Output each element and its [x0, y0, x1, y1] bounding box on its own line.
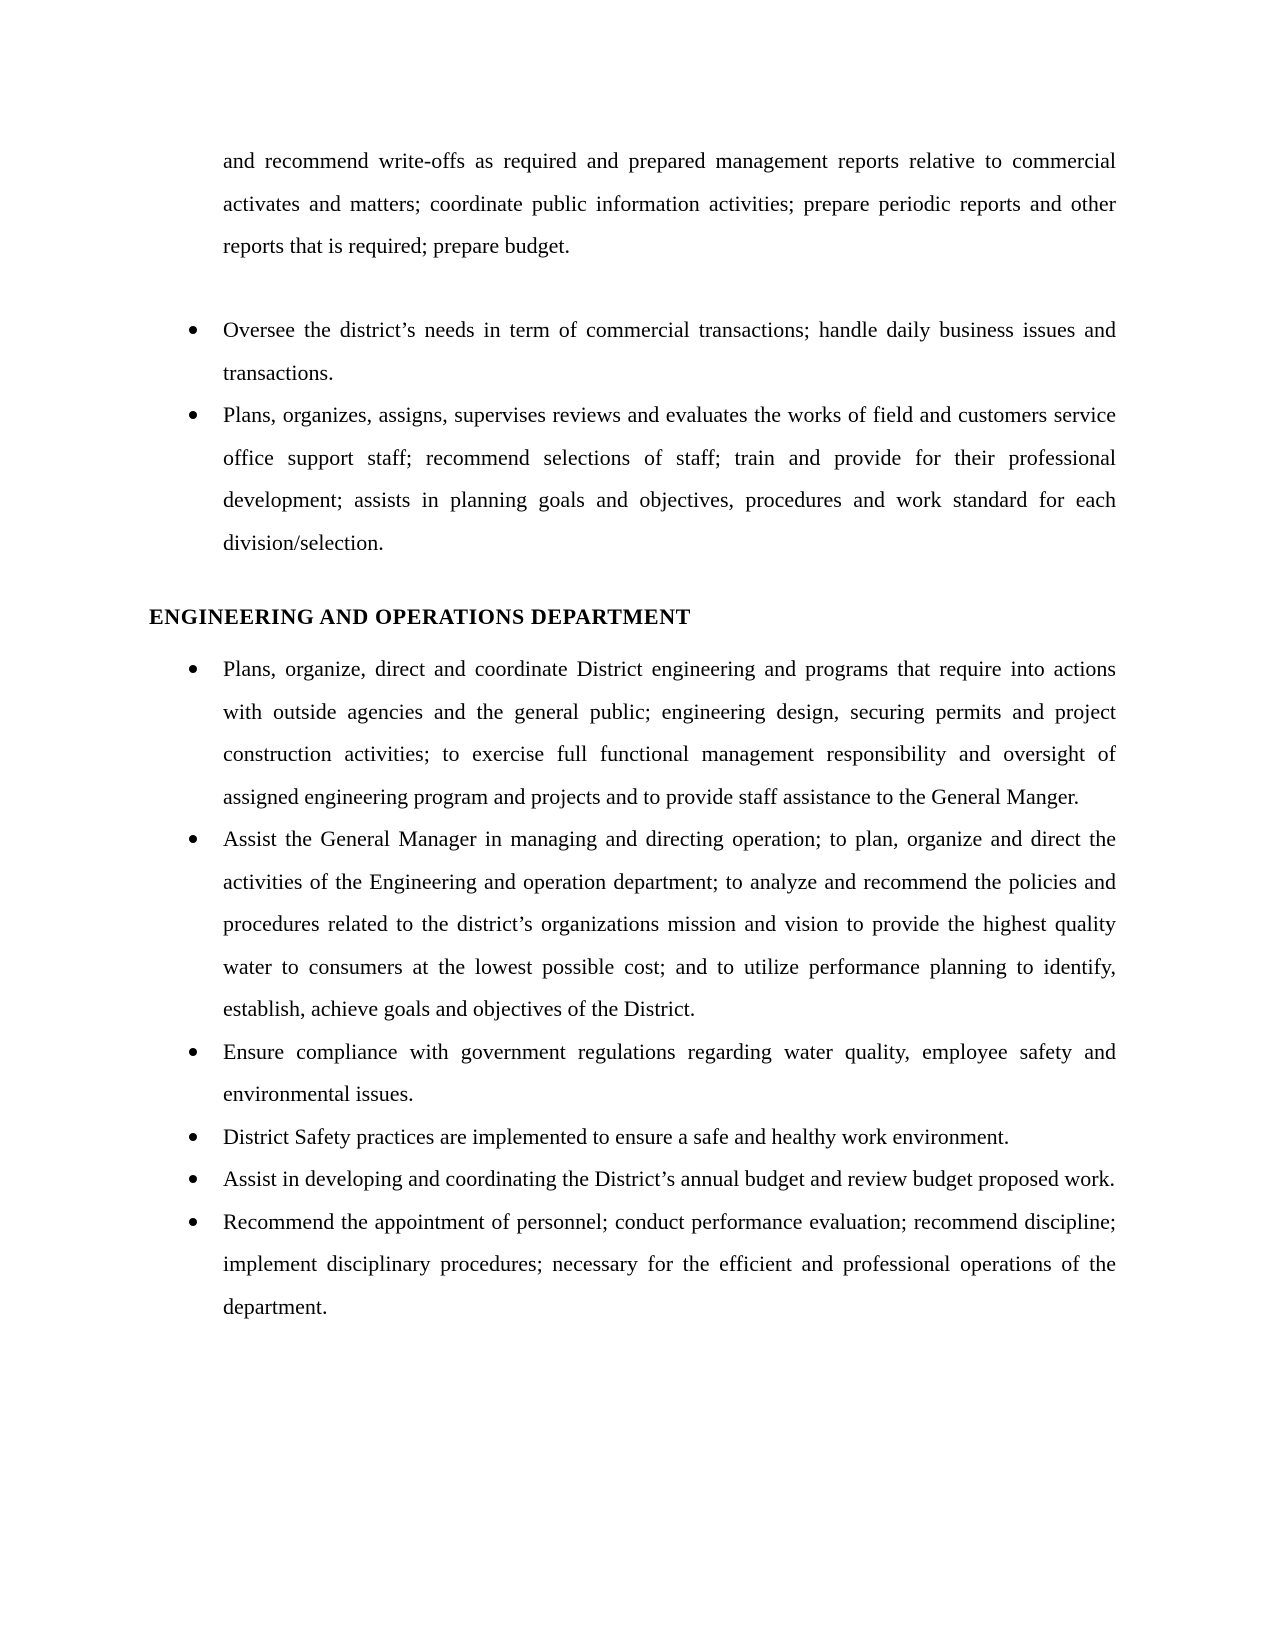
list-item-text: Plans, organizes, assigns, supervises reviews and evaluates the works of field and customers service office support staff; recommend selections of staff; train and provide for their professional development; assists in planning goals and objectives, procedures and work standard for each division/selection.: [223, 402, 1116, 555]
list-item-text: Recommend the appointment of personnel; conduct performance evaluation; recommend discipline; implement disciplinary procedures; necessary for the efficient and professional operations of the department.: [223, 1208, 1116, 1319]
list-item-text: Plans, organize, direct and coordinate District engineering and programs that require into actions with outside agencies and the general public; engineering design, securing permits and project construction activities; to exercise full functional management responsibility and oversight of assigned engineering program and projects and to provide staff assistance to the General Manger.: [223, 656, 1116, 809]
bullet-icon: [189, 1048, 197, 1056]
list-item-text: Assist in developing and coordinating the District’s annual budget and review budget proposed work.: [223, 1166, 1116, 1191]
list-item-text: Assist the General Manager in managing and directing operation; to plan, organize and direct the activities of the Engineering and operation department; to analyze and recommend the policies and procedures related to the district’s organizations mission and vision to provide the highest quality water to consumers at the lowest possible cost; and to utilize performance planning to identify, establish, achieve goals and objectives of the District.: [223, 826, 1116, 1021]
list-item-text: Oversee the district’s needs in term of commercial transactions; handle daily business issues and transactions.: [223, 317, 1116, 385]
list-item: [223, 1031, 1116, 1116]
list-item: [223, 818, 1116, 1031]
list-item: [223, 394, 1116, 564]
list-item: [223, 648, 1116, 818]
commercial-bullet-list: [223, 309, 1116, 564]
bullet-icon: [189, 1133, 197, 1141]
engineering-bullet-list: [223, 648, 1116, 1328]
list-item: [223, 1116, 1116, 1159]
bullet-icon: [189, 665, 197, 673]
bullet-icon: [189, 411, 197, 419]
list-item: [223, 1201, 1116, 1329]
bullet-icon: [189, 326, 197, 334]
list-item-text: District Safety practices are implemented to ensure a safe and healthy work environment.: [223, 1123, 1010, 1149]
list-item: [223, 1158, 1116, 1201]
continuation-paragraph: and recommend write-offs as required and prepared management reports relative to commercial activates and matters; coordinate public information activities; prepare periodic reports and other reports that is required; prepare budget.: [223, 148, 1116, 258]
bullet-icon: [189, 1175, 197, 1183]
section-heading: ENGINEERING AND OPERATIONS DEPARTMENT: [149, 604, 691, 629]
bullet-icon: [189, 835, 197, 843]
list-item-text: Ensure compliance with government regulations regarding water quality, employee safety and environmental issues.: [223, 1038, 1116, 1106]
bullet-icon: [189, 1218, 197, 1226]
list-item: [223, 309, 1116, 394]
